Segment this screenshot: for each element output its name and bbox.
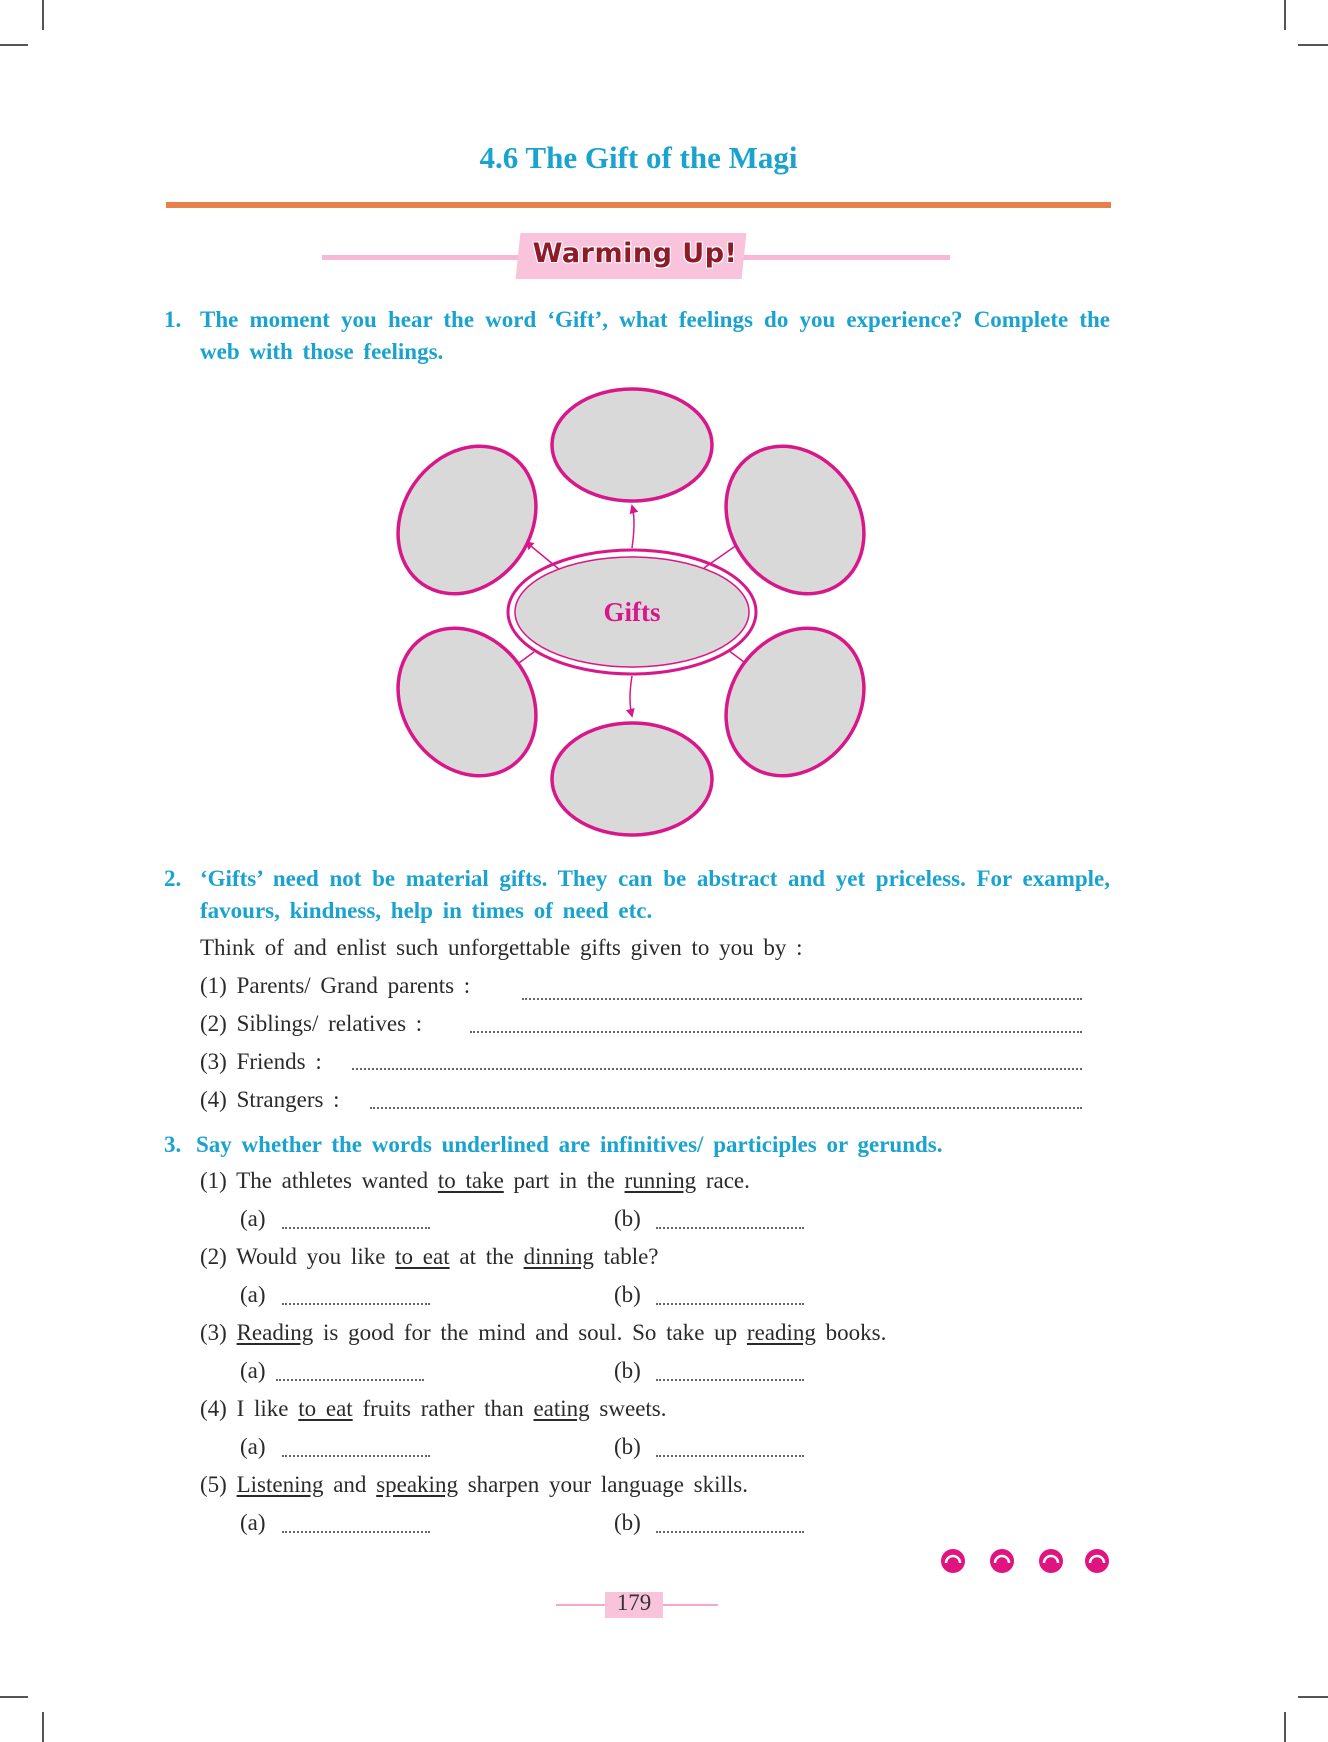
q3-sentence-1 [200, 1168, 750, 1194]
decorative-circle-icon [1084, 1548, 1110, 1574]
q2-item-siblings: (2) Siblings/ relatives : [200, 1011, 423, 1036]
answer-line-2a[interactable] [282, 1303, 430, 1305]
sentence-text: and [333, 1472, 367, 1497]
option-a-label: (a) [240, 1510, 266, 1535]
feelings-web-diagram [380, 370, 880, 850]
crop-mark [0, 44, 28, 46]
answer-line-1a[interactable] [282, 1227, 430, 1229]
answer-line-1b[interactable] [656, 1227, 804, 1229]
answer-line-parents[interactable] [522, 998, 1082, 1000]
decorative-circle-icon [940, 1548, 966, 1574]
option-b-label: (b) [614, 1282, 641, 1307]
sentence-number: (4) [200, 1396, 227, 1421]
question-number: 3. [164, 1132, 182, 1157]
underlined-word: speaking [376, 1472, 458, 1497]
decorative-circle-icon [1038, 1548, 1064, 1574]
underlined-word: to eat [298, 1396, 353, 1421]
connector-top-left [526, 542, 560, 570]
question-text: The moment you hear the word ‘Gift’, what feelings do you experience? Complete the web with those feelings. [200, 307, 1110, 364]
underlined-word: Reading [236, 1320, 314, 1345]
underlined-word: reading [746, 1320, 816, 1345]
sentence-text: at the [459, 1244, 514, 1269]
warming-up-heading: Warming Up! [532, 238, 738, 269]
question-3 [164, 1129, 1110, 1161]
sentence-text: sweets. [599, 1396, 667, 1421]
question-2 [164, 863, 1110, 927]
option-a-label: (a) [240, 1282, 266, 1307]
underlined-word: running [624, 1168, 697, 1193]
crop-mark [42, 0, 44, 30]
option-a-label: (a) [240, 1206, 266, 1231]
sentence-text: race. [705, 1168, 750, 1193]
q2-item-friends: (3) Friends : [200, 1049, 322, 1074]
q3-sentence-5 [200, 1472, 748, 1498]
sentence-number: (5) [200, 1472, 227, 1497]
option-a-label: (a) [240, 1358, 266, 1383]
sentence-text: sharpen your language skills. [467, 1472, 748, 1497]
question-number: 2. [164, 866, 182, 891]
crop-mark [1284, 0, 1286, 30]
underlined-word: to take [437, 1168, 504, 1193]
underlined-word: Listening [236, 1472, 324, 1497]
option-b-label: (b) [614, 1434, 641, 1459]
sentence-number: (2) [200, 1244, 227, 1269]
crop-mark [42, 1712, 44, 1742]
question-number: 1. [164, 307, 182, 332]
feeling-bubble-bottom[interactable] [552, 723, 712, 835]
crop-mark [1298, 1696, 1328, 1698]
answer-line-2b[interactable] [656, 1303, 804, 1305]
underlined-word: eating [533, 1396, 590, 1421]
option-b-label: (b) [614, 1510, 641, 1535]
title-divider [166, 202, 1111, 208]
q2-item-parents: (1) Parents/ Grand parents : [200, 973, 471, 998]
sentence-number: (1) [200, 1168, 227, 1193]
crop-mark [1284, 1712, 1286, 1742]
underlined-word: dinning [523, 1244, 594, 1269]
q3-sentence-4 [200, 1396, 667, 1422]
sentence-text: Would you like [236, 1244, 386, 1269]
q3-sentence-3 [200, 1320, 886, 1346]
crop-mark [1298, 44, 1328, 46]
q3-sentence-2 [200, 1244, 659, 1270]
connector-bottom [630, 676, 632, 716]
answer-line-5b[interactable] [656, 1531, 804, 1533]
underlined-word: to eat [395, 1244, 450, 1269]
answer-line-4a[interactable] [282, 1455, 430, 1457]
question-text: ‘Gifts’ need not be material gifts. They can be abstract and yet priceless. For example, favours, kindness, help in times of need etc. [200, 866, 1110, 923]
answer-line-5a[interactable] [282, 1531, 430, 1533]
sentence-text: books. [825, 1320, 887, 1345]
option-b-label: (b) [614, 1206, 641, 1231]
question-1 [164, 304, 1110, 368]
connector-top [632, 506, 634, 548]
decorative-circle-icon [989, 1548, 1015, 1574]
option-a-label: (a) [240, 1434, 266, 1459]
center-label: Gifts [603, 597, 661, 627]
sentence-text: table? [603, 1244, 659, 1269]
sentence-text: is good for the mind and soul. So take up [322, 1320, 738, 1345]
question-text: Say whether the words underlined are infinitives/ participles or gerunds. [196, 1132, 943, 1157]
answer-line-3a[interactable] [276, 1379, 424, 1381]
answer-line-3b[interactable] [656, 1379, 804, 1381]
answer-line-friends[interactable] [352, 1068, 1082, 1070]
crop-mark [0, 1696, 28, 1698]
sentence-text: I like [236, 1396, 289, 1421]
page-title: 4.6 The Gift of the Magi [479, 140, 798, 175]
page-number: 179 [616, 1590, 652, 1615]
sentence-number: (3) [200, 1320, 227, 1345]
answer-line-4b[interactable] [656, 1455, 804, 1457]
answer-line-strangers[interactable] [370, 1107, 1082, 1109]
sentence-text: part in the [513, 1168, 615, 1193]
option-b-label: (b) [614, 1358, 641, 1383]
feeling-bubble-top[interactable] [552, 389, 712, 501]
q2-instruction: Think of and enlist such unforgettable gifts given to you by : [200, 935, 803, 960]
q2-item-strangers: (4) Strangers : [200, 1087, 340, 1112]
answer-line-siblings[interactable] [470, 1031, 1082, 1033]
sentence-text: The athletes wanted [236, 1168, 429, 1193]
sentence-text: fruits rather than [362, 1396, 524, 1421]
